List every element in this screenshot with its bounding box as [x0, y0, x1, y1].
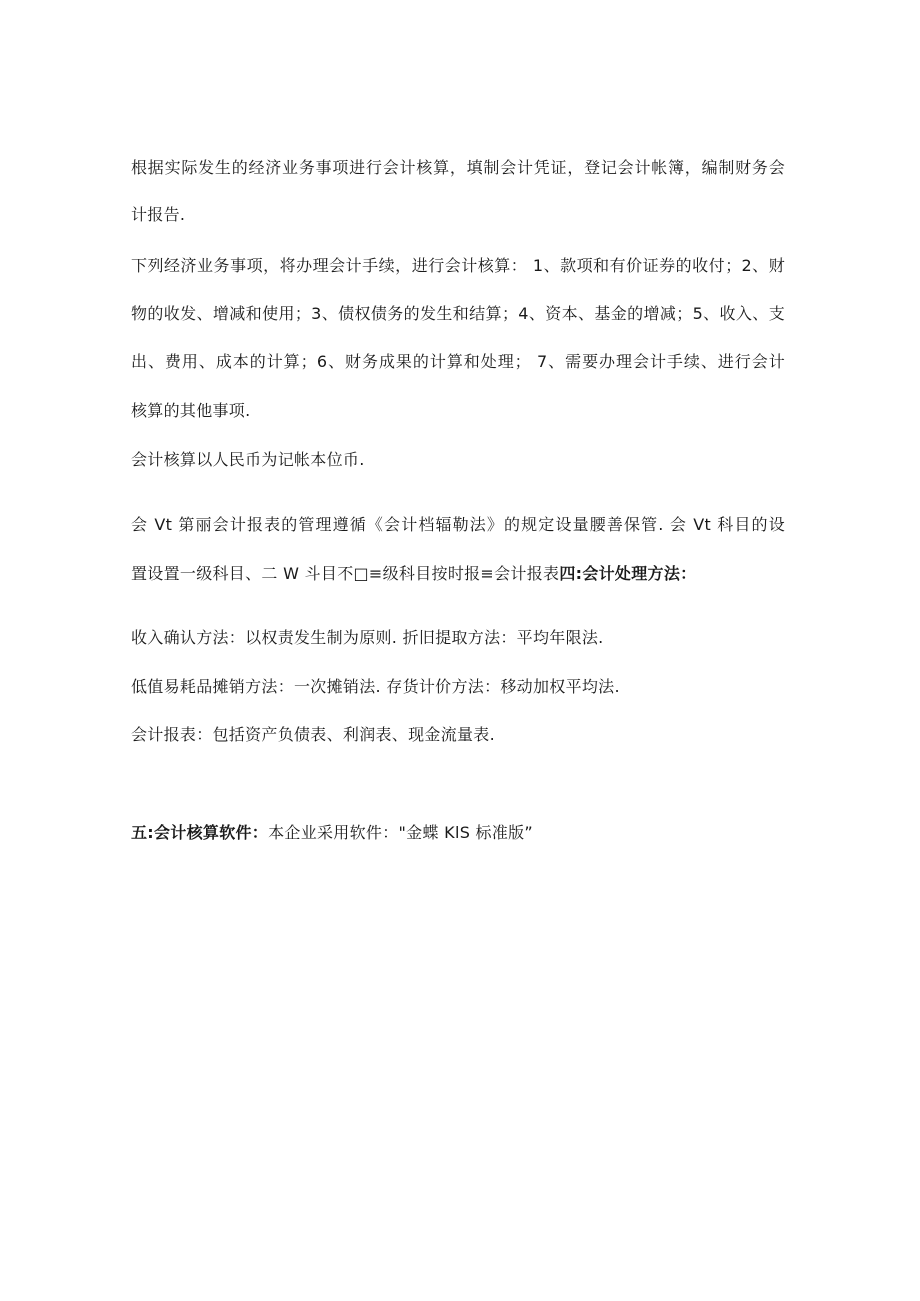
paragraph-business-items-line3: 出、费用、成本的计算；6、财务成果的计算和处理； 7、需要办理会计手续、进行会计: [131, 352, 785, 371]
paragraph-accounting-basis-line2: 计报告.: [131, 205, 186, 224]
paragraph-financial-reports: 会计报表：包括资产负债表、利润表、现金流量表.: [131, 725, 495, 744]
paragraph-currency: 会计核算以人民币为记帐本位币.: [131, 450, 365, 469]
paragraph-reports-management-line2: [131, 564, 696, 584]
paragraph-software-text: 本企业采用软件："金蝶 KlS 标准版”: [268, 823, 534, 842]
paragraph-software-line: [131, 823, 533, 843]
paragraph-income-depreciation: 收入确认方法：以权责发生制为原则. 折旧提取方法：平均年限法.: [131, 628, 604, 647]
paragraph-amortization-inventory: 低值易耗品摊销方法：一次摊销法. 存货计价方法：移动加权平均法.: [131, 677, 620, 696]
paragraph-accounting-basis-line1: 根据实际发生的经济业务事项进行会计核算，填制会计凭证，登记会计帐簿，编制财务会: [131, 158, 785, 177]
paragraph-business-items-line1: 下列经济业务事项，将办理会计手续，进行会计核算： 1、款项和有价证券的收付；2、财: [131, 256, 785, 275]
paragraph-business-items-line4: 核算的其他事项.: [131, 401, 251, 420]
paragraph-business-items-line2: 物的收发、增减和使用；3、债权债务的发生和结算；4、资本、基金的增减；5、收入、支: [131, 304, 785, 323]
paragraph-reports-management-line1: 会 Vt 第丽会计报表的管理遵循《会计档辐勒法》的规定设量腰善保管. 会 Vt 科目的设: [131, 515, 785, 534]
paragraph-reports-management-text: 置设置一级科目、二 W 斗目不□≡级科目按时报≡会计报表: [131, 564, 560, 583]
section-heading-four: 四:会计处理方法：: [559, 564, 697, 583]
section-heading-five: 五:会计核算软件：: [131, 823, 269, 842]
